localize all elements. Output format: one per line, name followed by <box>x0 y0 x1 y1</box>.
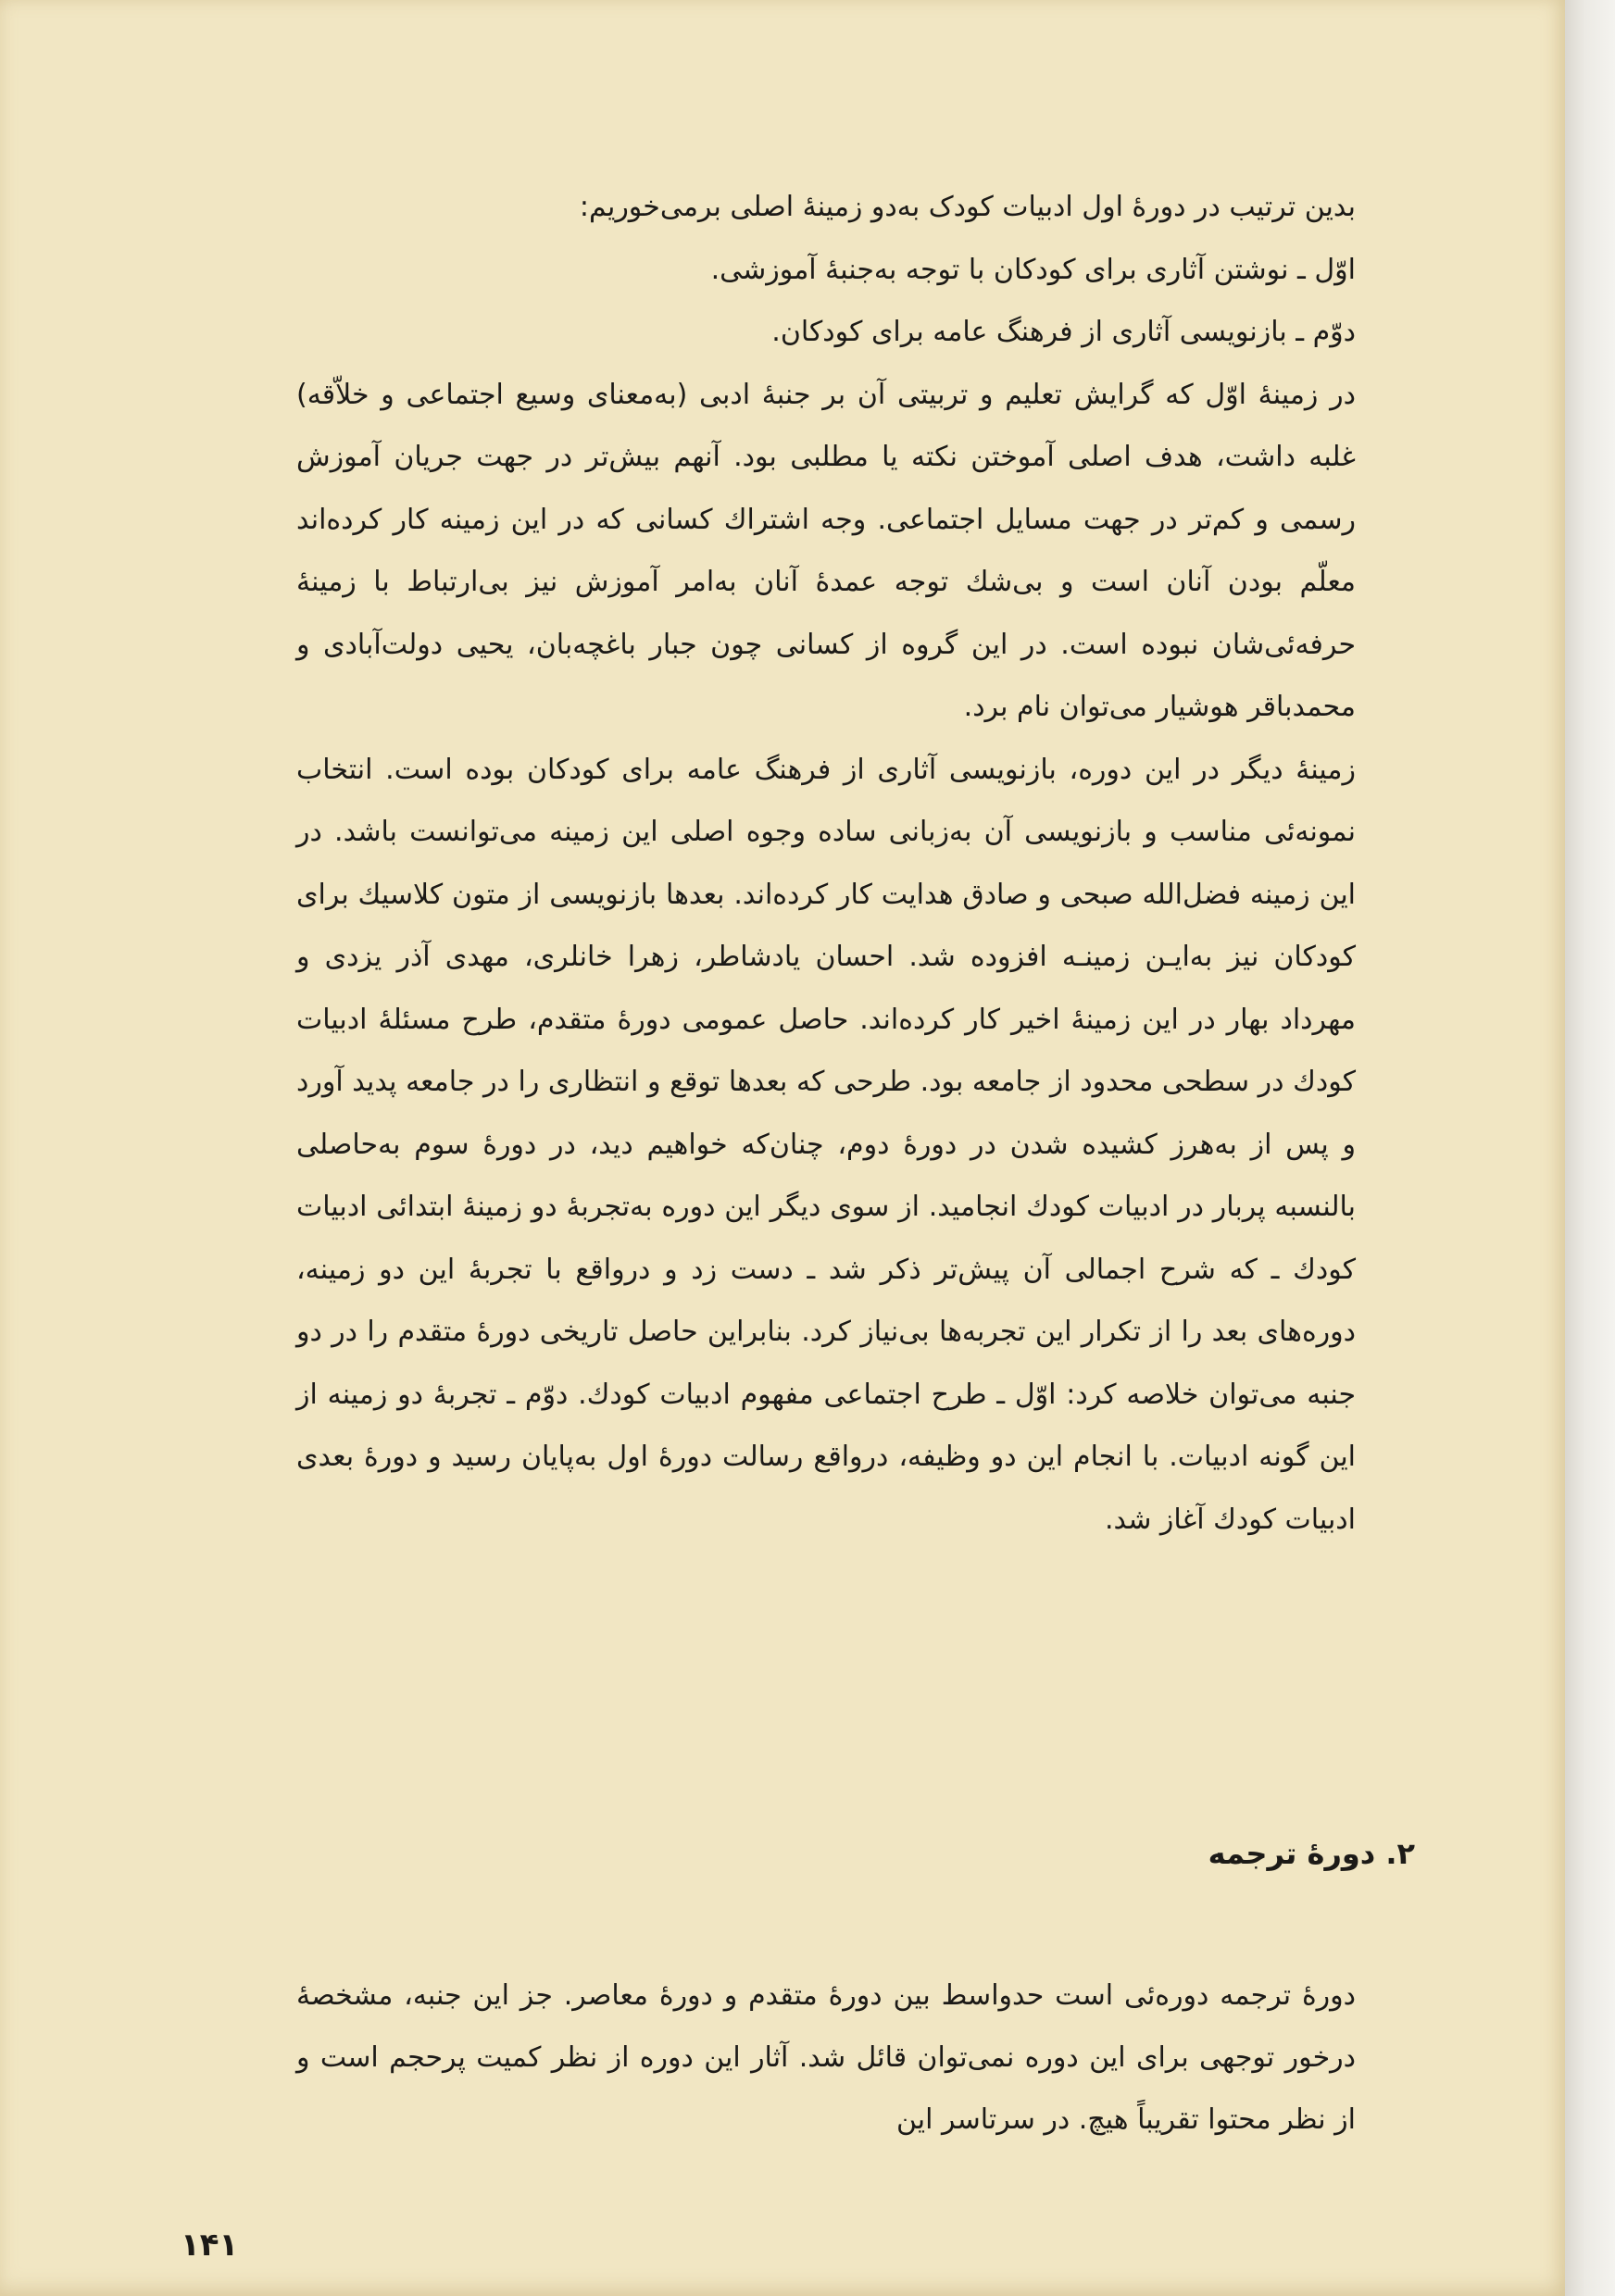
section-text <box>296 1965 1408 2151</box>
page-edge <box>1565 0 1615 2296</box>
page-number: ۱۴۱ <box>181 2227 239 2264</box>
list-item-first: اوّل ـ نوشتن آثاری برای کودکان با توجه به‌جنبهٔ آموزشی. <box>710 253 1356 286</box>
list-item-second: دوّم ـ بازنویسی آثاری از فرهنگ عامه برای کودکان. <box>771 316 1356 348</box>
paragraph-second-field: زمینهٔ دیگر در این دوره، بازنویسی آثاری از فرهنگ عامه برای کودکان بوده است. انتخاب نمونه‌ئی مناسب و بازنویسی آن به‌زبانی ساده وجوه اصلی این زمینه می‌توانست باشد. در این زمینه فضل‌الله صبحی و صادق هدایت کار کرده‌اند. بعدها بازنویسی از متون کلاسیك برای کودکان نیز به‌ایـن زمینـه افزوده شد. احسان یادشاطر، زهرا خانلری، مهدی آذر یزدی و مهرداد بهار در این زمینهٔ اخیر کار کرده‌اند. حاصل عمومی دورهٔ متقدم، طرح مسئلهٔ ادبیات کودك در سطحی محدود از جامعه بود. طرحی که بعدها توقع و انتظاری را در جامعه پدید آورد و پس از به‌هرز کشیده شدن در دورهٔ دوم، چنان‌که خواهیم دید، در دورهٔ سوم به‌حاصلی بالنسبه پربار در ادبیات کودك انجامید. از سوی دیگر این دوره به‌تجربهٔ دو زمینهٔ ابتدائی ادبیات کودك ـ که شرح اجمالی آن پیش‌تر ذکر شد ـ دست زد و درواقع با تجربهٔ این دو زمینه، دوره‌های بعد را از تکرار این تجربه‌ها بی‌نیاز کرد. بنابراین حاصل تاریخی دورهٔ متقدم را در دو جنبه می‌توان خلاصه کرد: اوّل ـ طرح اجتماعی مفهوم ادبیات کودك. دوّم ـ تجربهٔ دو زمینه از این گونه ادبیات. با انجام این دو وظیفه، درواقع رسالت دورهٔ اول به‌پایان رسید و دورهٔ بعدی ادبیات کودك آغاز شد. <box>296 753 1356 1536</box>
paragraph-translation-period: دورهٔ ترجمه دوره‌ئی است حدواسط بین دورهٔ متقدم و دورهٔ معاصر. جز این جنبه، مشخصهٔ درخور توجهی برای این دوره نمی‌توان قائل شد. آثار این دوره از نظر کمیت پرحجم است و از نظر محتوا تقریباً هیچ. در سرتاسر این <box>296 1979 1356 2136</box>
paragraph-intro: بدین ترتیب در دورهٔ اول ادبیات کودک به‌دو زمینهٔ اصلی برمی‌خوریم: <box>579 191 1356 223</box>
main-text <box>296 176 1408 1551</box>
section-heading: ۲. دورهٔ ترجمه <box>1208 1836 1415 1871</box>
paragraph-first-field: در زمینهٔ اوّل که گرایش تعلیم و تربیتی آن بر جنبهٔ ادبی (به‌معنای وسیع اجتماعی و خلاّقه) غلبه داشت، هدف اصلی آموختن نکته یا مطلبی بود. آنهم بیش‌تر در جهت جریان آموزش رسمی و کم‌تر در جهت مسایل اجتماعی. وجه اشتراك کسانی که در این زمینه کار کرده‌اند معلّم بودن آنان است و بی‌شك توجه عمدهٔ آنان به‌امر آموزش نیز بی‌ارتباط با زمینهٔ حرفه‌ئی‌شان نبوده است. در این گروه از کسانی چون جبار باغچه‌بان، یحیی دولت‌آبادی و محمدباقر هوشیار می‌توان نام برد. <box>296 378 1356 723</box>
